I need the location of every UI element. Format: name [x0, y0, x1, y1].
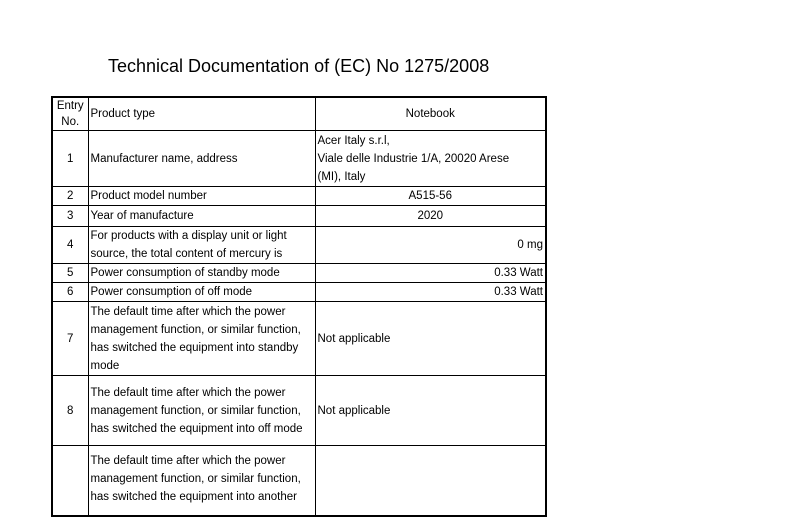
label-line: The default time after which the power [90, 455, 286, 467]
row-label [88, 302, 315, 376]
label-line: The default time after which the power [90, 386, 286, 399]
row-label: Manufacturer name, address [88, 131, 315, 187]
row-value: Not applicable [315, 302, 546, 376]
row-label: Year of manufacture [88, 206, 315, 227]
product-type-value: Notebook [315, 97, 546, 131]
row-value: Not applicable [315, 376, 546, 446]
row-label [88, 446, 315, 516]
label-line: management function, or similar function, [90, 404, 301, 417]
row-number: 4 [52, 227, 88, 264]
label-line: For products with a display unit or light [90, 230, 287, 242]
row-number: 1 [52, 131, 88, 187]
table-row [52, 227, 546, 264]
row-label: Power consumption of standby mode [88, 264, 315, 283]
table-row [52, 264, 546, 283]
label-line: mode [90, 359, 120, 372]
row-value: 0.33 Watt [315, 264, 546, 283]
label-line: has switched the equipment into off mode [90, 422, 303, 435]
row-number: 3 [52, 206, 88, 227]
entry-header-line1: Entry [56, 100, 84, 112]
entry-header-line2: No. [61, 116, 80, 128]
row-value: 0 mg [315, 227, 546, 264]
table-header-row [52, 97, 546, 131]
label-line: source, the total content of mercury is [90, 248, 283, 260]
table-row [52, 206, 546, 227]
row-label [88, 376, 315, 446]
row-value: 2020 [315, 206, 546, 227]
row-value [315, 446, 546, 516]
document-title: Technical Documentation of (EC) No 1275/2008 [108, 56, 490, 76]
row-label: Power consumption of off mode [88, 283, 315, 302]
documentation-table [51, 96, 547, 517]
label-line: management function, or similar function, [90, 323, 301, 336]
table-row [52, 283, 546, 302]
entry-no-header [52, 97, 88, 131]
row-number: 6 [52, 283, 88, 302]
value-line: (MI), Italy [317, 170, 366, 183]
table-row [52, 446, 546, 516]
table-row [52, 376, 546, 446]
row-label: Product model number [88, 187, 315, 206]
value-line: Viale delle Industrie 1/A, 20020 Arese [317, 152, 510, 165]
label-line: management function, or similar function, [90, 473, 301, 485]
row-value: 0.33 Watt [315, 283, 546, 302]
table-row [52, 187, 546, 206]
row-number: 8 [52, 376, 88, 446]
value-line: Acer Italy s.r.l, [317, 134, 390, 147]
label-line: has switched the equipment into another [90, 491, 297, 503]
row-number: 2 [52, 187, 88, 206]
row-number: 5 [52, 264, 88, 283]
row-number: 7 [52, 302, 88, 376]
label-line: has switched the equipment into standby [90, 341, 299, 354]
row-number [52, 446, 88, 516]
product-type-label: Product type [88, 97, 315, 131]
table-row [52, 302, 546, 376]
table-row [52, 131, 546, 187]
row-value: A515-56 [315, 187, 546, 206]
label-line: The default time after which the power [90, 305, 286, 318]
row-value [315, 131, 546, 187]
row-label [88, 227, 315, 264]
